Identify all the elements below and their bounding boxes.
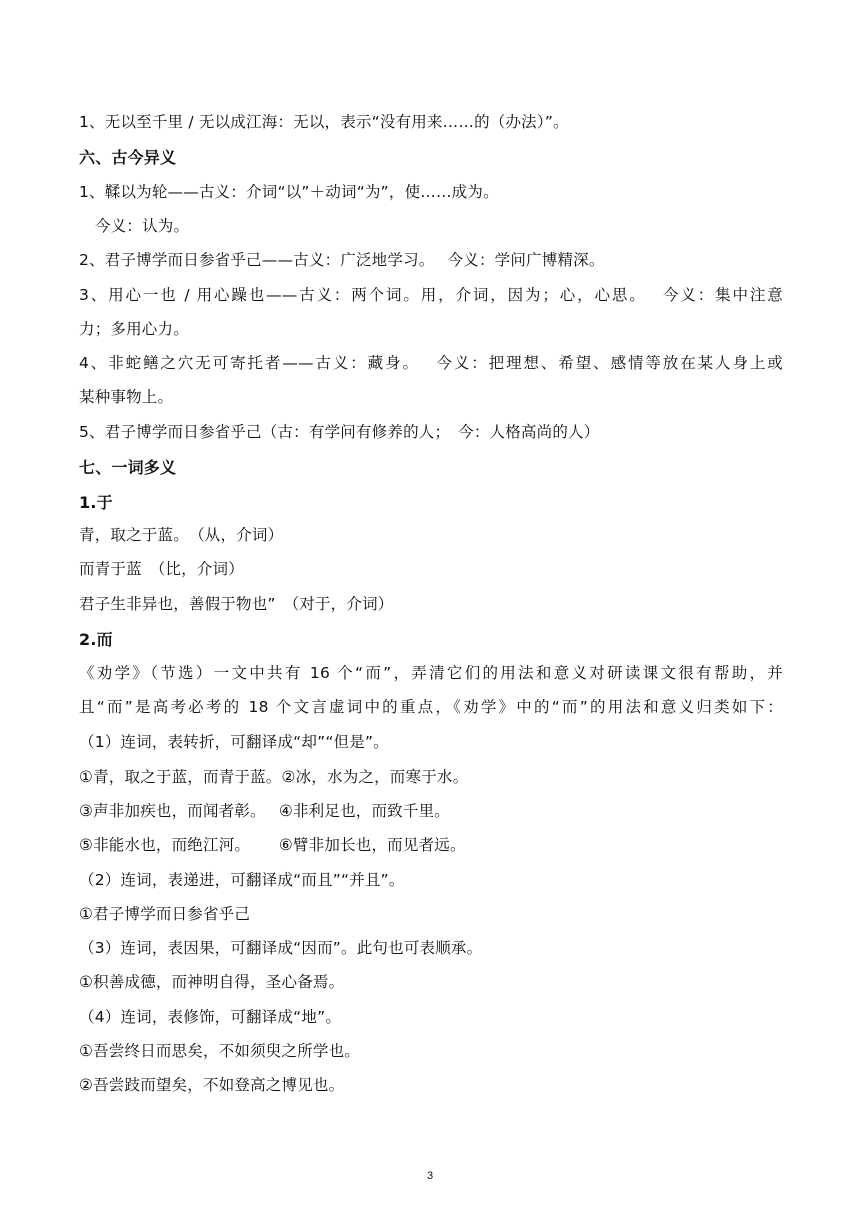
text-line: 2、君子博学而日参省乎己——古义：广泛地学习。 今义：学问广博精深。: [79, 251, 605, 269]
text-line: 《劝学》（节选）一文中共有 16 个“而”，弄清它们的用法和意义对研读课文很有帮助，并: [79, 664, 783, 682]
subheading: 2.而: [79, 630, 113, 649]
text-line: ①吾尝终日而思矣，不如须臾之所学也。: [79, 1042, 360, 1060]
page-number: 3: [426, 1170, 434, 1182]
text-line: 今义：认为。: [95, 217, 190, 235]
section-heading: 六、古今异义: [79, 148, 177, 167]
text-line: 且“而”是高考必考的 18 个文言虚词中的重点，《劝学》中的“而”的用法和意义归类如下：: [79, 698, 783, 716]
text-line: ②吾尝跂而望矣，不如登高之博见也。: [79, 1076, 345, 1094]
text-line: 青，取之于蓝。 （从，介词）: [79, 526, 284, 544]
text-line: 1、无以至千里 / 无以成江海：无以，表示“没有用来……的（办法）”。: [79, 113, 569, 131]
text-line: （3）连词，表因果，可翻译成“因而”。此句也可表顺承。: [79, 939, 483, 957]
text-line: 3、用心一也 / 用心躁也——古义：两个词。用，介词，因为；心，心思。 今义：集中注意: [79, 286, 783, 304]
text-line: 5、君子博学而日参省乎己（古：有学问有修养的人； 今：人格高尚的人）: [79, 423, 600, 441]
text-line: （1）连词，表转折，可翻译成“却”“但是”。: [79, 733, 389, 751]
text-line: 力；多用心力。: [79, 320, 189, 338]
text-line: （2）连词，表递进，可翻译成“而且”“并且”。: [79, 871, 405, 889]
text-line: ③声非加疾也，而闻者彰。 ④非利足也，而致千里。: [79, 802, 450, 820]
text-line: 某种事物上。: [79, 388, 174, 406]
text-line: ①积善成德，而神明自得，圣心备焉。: [79, 973, 345, 991]
text-line: ①青，取之于蓝，而青于蓝。②冰，水为之，而寒于水。: [79, 768, 469, 786]
text-line: 而青于蓝 （比，介词）: [79, 560, 244, 578]
text-line: 4、非蛇鳝之穴无可寄托者——古义：藏身。 今义：把理想、希望、感情等放在某人身上或: [79, 354, 783, 372]
text-line: （4）连词，表修饰，可翻译成“地”。: [79, 1008, 342, 1026]
subheading: 1.于: [79, 493, 113, 512]
text-line: ⑤非能水也，而绝江河。 ⑥臂非加长也，而见者远。: [79, 836, 466, 854]
text-line: 君子生非异也，善假于物也” （对于，介词）: [79, 595, 394, 613]
text-line: 1、鞣以为轮——古义：介词“以”＋动词“为”，使……成为。: [79, 183, 499, 201]
text-line: ①君子博学而日参省乎己: [79, 905, 251, 923]
section-heading: 七、一词多义: [79, 458, 177, 477]
